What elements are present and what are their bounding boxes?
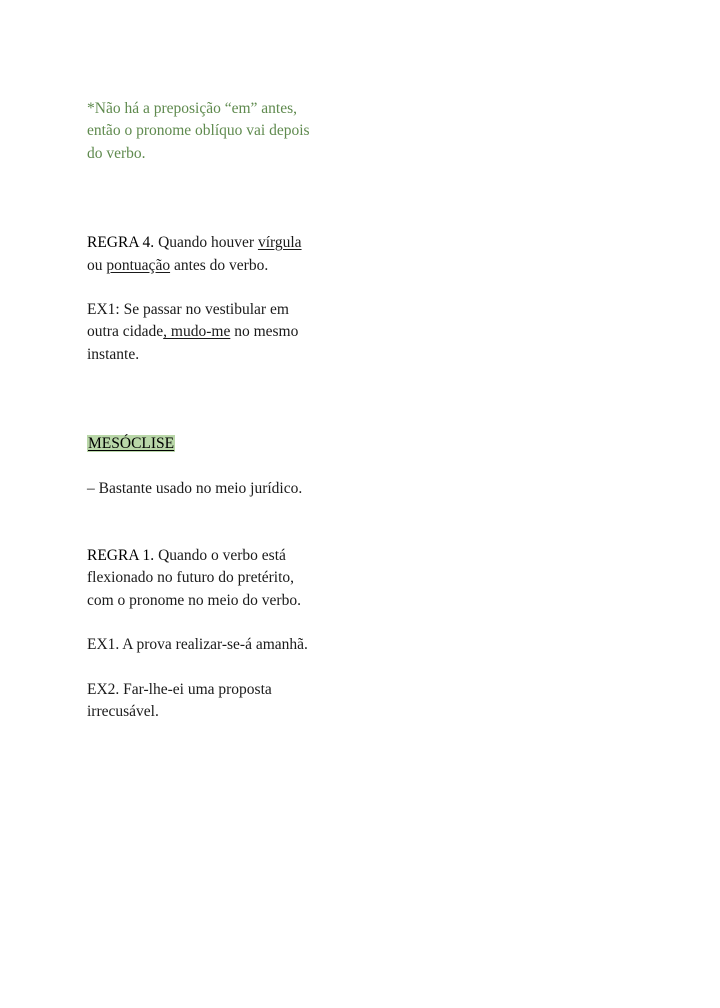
spacer: [87, 165, 337, 232]
example-line: EX1: Se passar no vestibular em: [87, 301, 289, 319]
regra-4-line: [87, 255, 337, 277]
text-column: [87, 98, 337, 724]
spacer: [87, 657, 337, 679]
regra-4-text: ou: [87, 256, 107, 274]
regra-1-paragraph: [87, 545, 337, 612]
note-paragraph: [87, 98, 337, 165]
spacer: [87, 277, 337, 299]
regra-4-label: REGRA 4.: [87, 234, 155, 252]
regra-1-line: [87, 545, 337, 567]
regra-4-text: Quando houver: [154, 234, 258, 252]
spacer: [87, 456, 337, 478]
example-line: instante.: [87, 345, 140, 363]
spacer: [87, 500, 337, 545]
spacer: [87, 612, 337, 634]
example-line: [87, 321, 337, 343]
example-text: outra cidade: [87, 323, 164, 341]
virgula-underlined: vírgula: [257, 234, 302, 252]
note-line: *Não há a preposição “em” antes,: [87, 100, 298, 117]
note-line: então o pronome oblíquo vai depois: [87, 122, 310, 140]
regra-1-line: flexionado no futuro do pretérito,: [87, 569, 295, 587]
regra-4-paragraph: [87, 232, 337, 277]
spacer: [87, 366, 337, 433]
mesoclise-highlighted: MESÓCLISE: [88, 435, 175, 453]
note-line: do verbo.: [87, 144, 146, 162]
regra-4-line: [87, 232, 337, 254]
example-text: no mesmo: [230, 323, 299, 341]
example-mesoclise-2: [87, 679, 337, 724]
regra-1-line: com o pronome no meio do verbo.: [87, 591, 301, 609]
mesoclise-description: – Bastante usado no meio jurídico.: [87, 479, 303, 497]
mudo-me-underlined: , mudo-me: [163, 323, 231, 341]
regra-4-text: antes do verbo.: [170, 256, 269, 274]
example-line: irrecusável.: [87, 703, 159, 721]
example-line: EX2. Far-lhe-ei uma proposta: [87, 680, 272, 698]
mesoclise-heading: [87, 433, 337, 455]
pontuacao-underlined: pontuação: [106, 256, 171, 274]
example-1-paragraph: [87, 299, 337, 366]
example-mesoclise-1: EX1. A prova realizar-se-á amanhã.: [87, 636, 308, 654]
regra-1-text: Quando o verbo está: [154, 547, 286, 565]
regra-1-label: REGRA 1.: [87, 547, 155, 565]
